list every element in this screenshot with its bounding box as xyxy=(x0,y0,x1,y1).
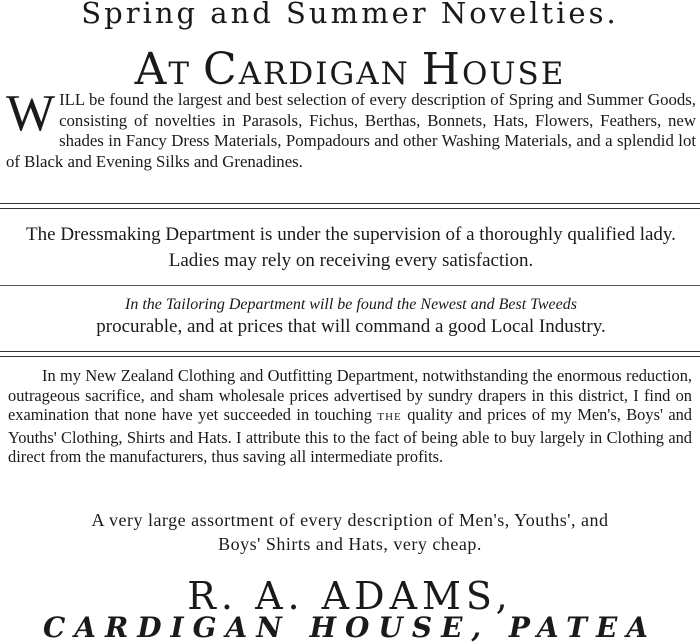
divider xyxy=(0,203,700,204)
store-name-1-cap: C xyxy=(202,44,239,95)
intro-paragraph xyxy=(6,85,696,172)
clothing-emphasis: THE xyxy=(377,411,402,423)
store-prefix-cap: A xyxy=(134,44,169,95)
store-prefix-rest: T xyxy=(168,56,192,92)
page-title: Spring and Summer Novelties. xyxy=(81,0,619,30)
divider xyxy=(0,208,700,209)
assortment-line-2: Boys' Shirts and Hats, very cheap. xyxy=(218,534,482,554)
store-name-1-rest: ARDIGAN xyxy=(238,56,410,92)
tailoring-line-2: procurable, and at prices that will command a good Local Industry. xyxy=(96,316,606,337)
clothing-text-after: quality and prices of my Men's, Boys' and Youths' Clothing, Shirts and Hats. I attribute this to the fact of being able to buy largely in Clothing and direct from the manufacturers, thus saving all intermediate profits. xyxy=(8,405,693,466)
proprietor-name: R. A. ADAMS, xyxy=(187,574,513,618)
tailoring-line-1: In the Tailoring Department will be found the Newest and Best Tweeds xyxy=(125,296,577,313)
clothing-text-before: In my New Zealand Clothing and Outfitting Department, notwithstanding the enormous reduction, outrageous sacrifice, and sham wholesale prices advertised by sundry drapers in this district, I find on examination that none have yet succeeded in touching xyxy=(8,366,692,424)
store-address: CARDIGAN HOUSE, PATEA xyxy=(42,611,658,644)
clothing-paragraph xyxy=(8,366,692,467)
store-title xyxy=(0,44,700,95)
divider xyxy=(0,351,700,352)
intro-text: ILL be found the largest and best selection of every description of Spring and Summer Goods, consisting of novelties in Parasols, Fichus, Berthas, Bonnets, Hats, Flowers, Feathers, new shades in Fancy Dress Materials, Pompadours and other Washing Materials, and a splendid lot of Black and Evening Silks and Grenadines. xyxy=(6,90,696,171)
divider xyxy=(0,285,700,286)
store-name-2-cap: H xyxy=(421,44,462,95)
intro-dropcap: W xyxy=(6,85,56,142)
assortment-notice xyxy=(8,508,692,556)
divider xyxy=(0,356,700,357)
dressmaking-notice: The Dressmaking Department is under the supervision of a thoroughly qualified lady. Ladies may rely on receiving every satisfaction. xyxy=(26,224,676,271)
store-name-2-rest: OUSE xyxy=(461,56,566,92)
assortment-line-1: A very large assortment of every description of Men's, Youths', and xyxy=(91,510,609,530)
